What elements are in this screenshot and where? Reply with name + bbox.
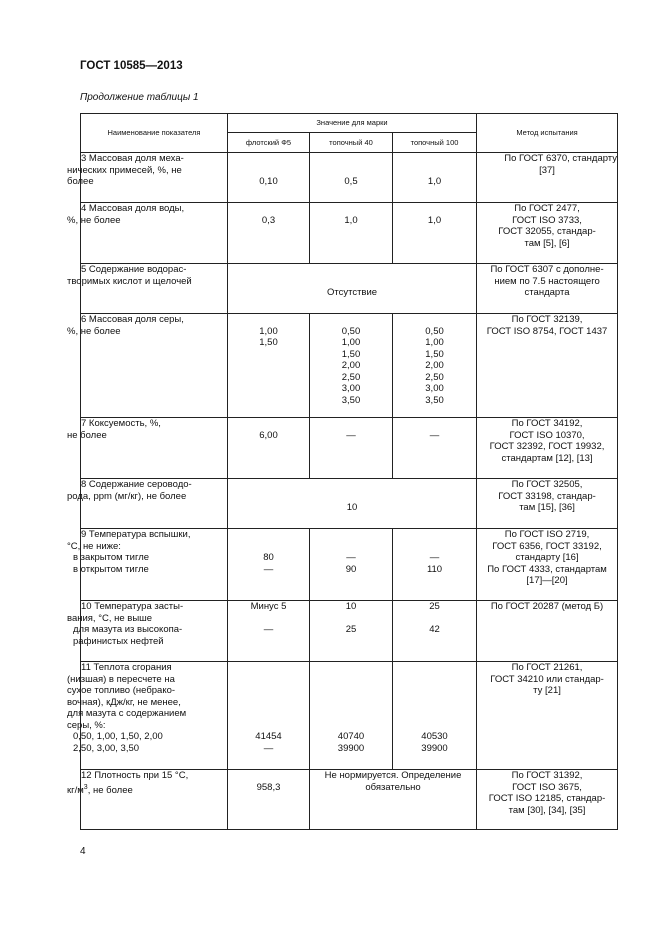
table-row (81, 479, 618, 529)
test-method: По ГОСТ 6370, стандарту [37] (477, 153, 618, 203)
value-t100: 1,0 (393, 153, 477, 203)
test-method: По ГОСТ 32505, ГОСТ 33198, стандар- там [15], [36] (477, 479, 618, 529)
header-grade-40: топочный 40 (310, 133, 393, 153)
header-grade-f5: флотский Ф5 (228, 133, 310, 153)
test-method: По ГОСТ 21261, ГОСТ 34210 или стандар- ту [21] (477, 662, 618, 770)
test-method: По ГОСТ 32139, ГОСТ ISO 8754, ГОСТ 1437 (477, 314, 618, 418)
value-t100: 1,0 (393, 203, 477, 264)
value-t40: — (310, 418, 393, 479)
value-f5: 0,3 (228, 203, 310, 264)
header-test-method: Метод испытания (477, 114, 618, 153)
page-number: 4 (80, 846, 86, 857)
value-t100: — 110 (393, 529, 477, 601)
value-t40: 10 25 (310, 601, 393, 662)
value-f5: 958,3 (228, 770, 310, 830)
indicator-name: 10 Температура засты- вания, °С, не выше для мазута из высокопа- рафинистых нефтей (81, 601, 228, 662)
indicator-name: 5 Содержание водорас- творимых кислот и щелочей (81, 264, 228, 314)
table-row (81, 529, 618, 601)
value-f5: 41454 — (228, 662, 310, 770)
value-f5: 6,00 (228, 418, 310, 479)
test-method: По ГОСТ 34192, ГОСТ ISO 10370, ГОСТ 32392, ГОСТ 19932, стандартам [12], [13] (477, 418, 618, 479)
table-row (81, 601, 618, 662)
indicator-name: 11 Теплота сгорания (низшая) в пересчете на сухое топливо (небрако- вочная), кДж/кг, не менее, для мазута с содержанием серы, %: 0,50, 1,00, 1,50, 2,00 2,50, 3,00, 3,50 (81, 662, 228, 770)
table-row (81, 264, 618, 314)
indicator-name: 6 Массовая доля серы, %, не более (81, 314, 228, 418)
value-merged: Отсутствие (228, 264, 477, 314)
indicator-name: 4 Массовая доля воды, %, не более (81, 203, 228, 264)
indicator-name: 8 Содержание сероводо- рода, ppm (мг/кг), не более (81, 479, 228, 529)
test-method: По ГОСТ 20287 (метод Б) (477, 601, 618, 662)
properties-table (67, 113, 618, 830)
value-merged: 10 (228, 479, 477, 529)
indicator-name: 7 Коксуемость, %, не более (81, 418, 228, 479)
table-row (81, 153, 618, 203)
standard-number: ГОСТ 10585—2013 (80, 60, 183, 72)
indicator-name: 3 Массовая доля меха- нических примесей, %, не более (81, 153, 228, 203)
value-f5: 1,00 1,50 (228, 314, 310, 418)
value-f5: Минус 5 — (228, 601, 310, 662)
value-t40: — 90 (310, 529, 393, 601)
value-t100: 25 42 (393, 601, 477, 662)
value-f5: 0,10 (228, 153, 310, 203)
table-row (81, 203, 618, 264)
value-t100: 40530 39900 (393, 662, 477, 770)
table-row (81, 418, 618, 479)
value-t100: — (393, 418, 477, 479)
test-method: По ГОСТ ISO 2719, ГОСТ 6356, ГОСТ 33192, стандарту [16] По ГОСТ 4333, стандартам [17]—[20] (477, 529, 618, 601)
test-method: По ГОСТ 31392, ГОСТ ISO 3675, ГОСТ ISO 12185, стандар- там [30], [34], [35] (477, 770, 618, 830)
indicator-name: 12 Плотность при 15 °С, $кг/м^3$, не более (81, 770, 228, 830)
table-row (81, 770, 618, 830)
value-t40: 40740 39900 (310, 662, 393, 770)
value-t40: 0,50 1,00 1,50 2,00 2,50 3,00 3,50 (310, 314, 393, 418)
value-merged: Не нормируется. Определение обязательно (310, 770, 477, 830)
value-t40: 1,0 (310, 203, 393, 264)
value-t40: 0,5 (310, 153, 393, 203)
header-grade-values: Значение для марки (228, 114, 477, 133)
table-row (81, 314, 618, 418)
table-continuation-caption: Продолжение таблицы 1 (80, 92, 199, 103)
test-method: По ГОСТ 6307 с дополне- нием по 7.5 настоящего стандарта (477, 264, 618, 314)
value-f5: 80 — (228, 529, 310, 601)
value-t100: 0,50 1,00 1,50 2,00 2,50 3,00 3,50 (393, 314, 477, 418)
table-row (81, 662, 618, 770)
test-method: По ГОСТ 2477, ГОСТ ISO 3733, ГОСТ 32055, стандар- там [5], [6] (477, 203, 618, 264)
header-indicator-name: Наименование показателя (81, 114, 228, 153)
indicator-name: 9 Температура вспышки, °С, не ниже: в закрытом тигле в открытом тигле (81, 529, 228, 601)
header-grade-100: топочный 100 (393, 133, 477, 153)
